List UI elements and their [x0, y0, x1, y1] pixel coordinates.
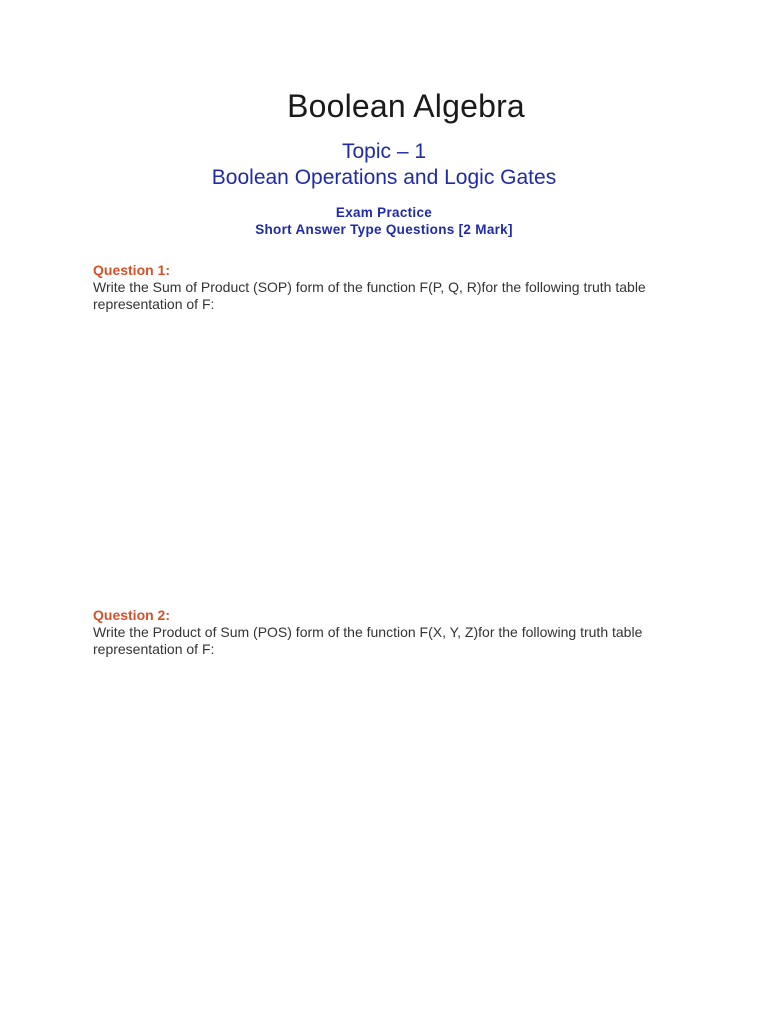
question-text: Write the Sum of Product (SOP) form of the function F(P, Q, R)for the following truth table representation of F:: [93, 279, 646, 312]
question-label: Question 1:: [93, 262, 171, 278]
topic-number: Topic – 1: [341, 140, 427, 163]
question-label: Question 2:: [93, 607, 171, 623]
question-block: [93, 607, 683, 658]
topic-name: Boolean Operations and Logic Gates: [211, 166, 557, 189]
question-text: Write the Product of Sum (POS) form of the function F(X, Y, Z)for the following truth table representation of F:: [93, 624, 643, 657]
document-title: Boolean Algebra: [287, 88, 525, 124]
section-type-heading: Short Answer Type Questions [2 Mark]: [255, 222, 513, 237]
exam-practice-heading: Exam Practice: [335, 205, 433, 220]
question-block: [93, 262, 683, 313]
